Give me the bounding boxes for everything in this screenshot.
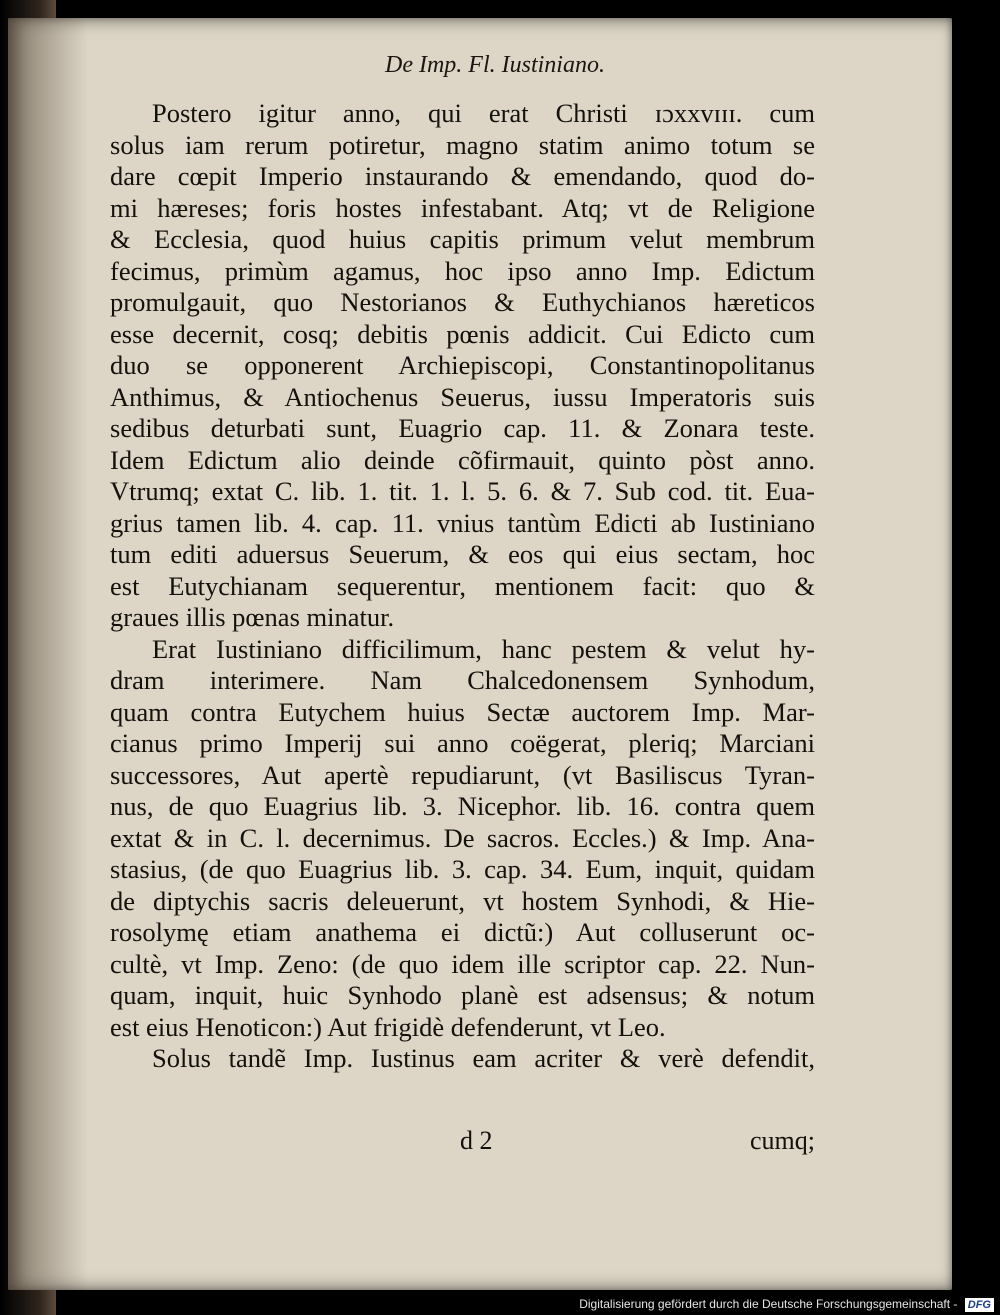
text-line: cianus primo Imperij sui anno coëgerat, pleriq; Marciani — [110, 728, 815, 758]
catchword: cumq; — [750, 1126, 815, 1155]
text-line: est eius Henoticon:) Aut frigidè defenderunt, vt Leo. — [110, 1011, 666, 1042]
text-line: rosolymę etiam anathema ei dictũ:) Aut colluserunt oc- — [110, 917, 815, 947]
text-line: promulgauit, quo Nestorianos & Euthychianos hæreticos — [110, 287, 815, 317]
text-line: Anthimus, & Antiochenus Seuerus, iussu Imperatoris suis — [110, 381, 815, 412]
dfg-logo-icon: DFG — [965, 1298, 994, 1312]
credit-text: Digitalisierung gefördert durch die Deutsche Forschungsgemeinschaft - — [579, 1297, 958, 1311]
signature-mark: d 2 — [460, 1126, 493, 1155]
text-line: cultè, vt Imp. Zeno: (de quo idem ille scriptor cap. 22. Nun- — [110, 948, 815, 979]
text-block — [110, 98, 815, 1075]
text-line: fecimus, primùm agamus, hoc ipso anno Imp. Edictum — [110, 255, 815, 286]
text-line: graues illis pœnas minatur. — [110, 602, 395, 632]
page-footer — [110, 1126, 815, 1160]
text-line: successores, Aut apertè repudiarunt, (vt Basiliscus Tyran- — [110, 759, 815, 790]
text-line: sedibus deturbati sunt, Euagrio cap. 11. & Zonara teste. — [110, 413, 815, 443]
text-line: nus, de quo Euagrius lib. 3. Nicephor. lib. 16. contra quem — [110, 791, 815, 821]
text-line: Idem Edictum alio deinde cõfirmauit, quinto pòst anno. — [110, 444, 815, 475]
text-line: esse decernit, cosq; debitis pœnis addicit. Cui Edicto cum — [110, 318, 815, 349]
text-line: Solus tandẽ Imp. Iustinus eam acriter & verè defendit, — [152, 1043, 815, 1073]
book-page — [8, 18, 952, 1290]
text-line: Vtrumq; extat C. lib. 1. tit. 1. l. 5. 6. & 7. Sub cod. tit. Eua- — [110, 476, 815, 506]
text-line: extat & in C. l. decernimus. De sacros. Eccles.) & Imp. Ana- — [110, 822, 815, 853]
text-line: grius tamen lib. 4. cap. 11. vnius tantùm Edicti ab Iustiniano — [110, 507, 815, 538]
text-line: Postero igitur anno, qui erat Christi ɪɔxxvɪɪɪ. cum — [152, 98, 815, 128]
running-head: De Imp. Fl. Iustiniano. — [385, 52, 605, 78]
text-line: Erat Iustiniano difficilimum, hanc pestem & velut hy- — [152, 633, 815, 664]
text-line: tum editi aduersus Seuerum, & eos qui eius sectam, hoc — [110, 539, 815, 569]
text-line: quam, inquit, huic Synhodo planè est adsensus; & notum — [110, 980, 815, 1010]
text-line: solus iam rerum potiretur, magno statim animo totum se — [110, 129, 815, 160]
text-line: de diptychis sacris deleuerunt, vt hostem Synhodi, & Hie- — [110, 885, 815, 916]
text-line: dare cœpit Imperio instaurando & emendando, quod do- — [110, 161, 815, 191]
text-line: est Eutychianam sequerentur, mentionem facit: quo & — [110, 570, 815, 601]
digitization-credit — [569, 1293, 1000, 1315]
text-line: duo se opponerent Archiepiscopi, Constantinopolitanus — [110, 350, 815, 380]
text-line: stasius, (de quo Euagrius lib. 3. cap. 34. Eum, inquit, quidam — [110, 854, 815, 884]
text-line: dram interimere. Nam Chalcedonensem Synhodum, — [110, 665, 815, 695]
text-line: & Ecclesia, quod huius capitis primum velut membrum — [110, 224, 815, 254]
text-line: mi hæreses; foris hostes infestabant. Atq; vt de Religione — [110, 192, 815, 223]
text-line: quam contra Eutychem huius Sectæ auctorem Imp. Mar- — [110, 696, 815, 727]
